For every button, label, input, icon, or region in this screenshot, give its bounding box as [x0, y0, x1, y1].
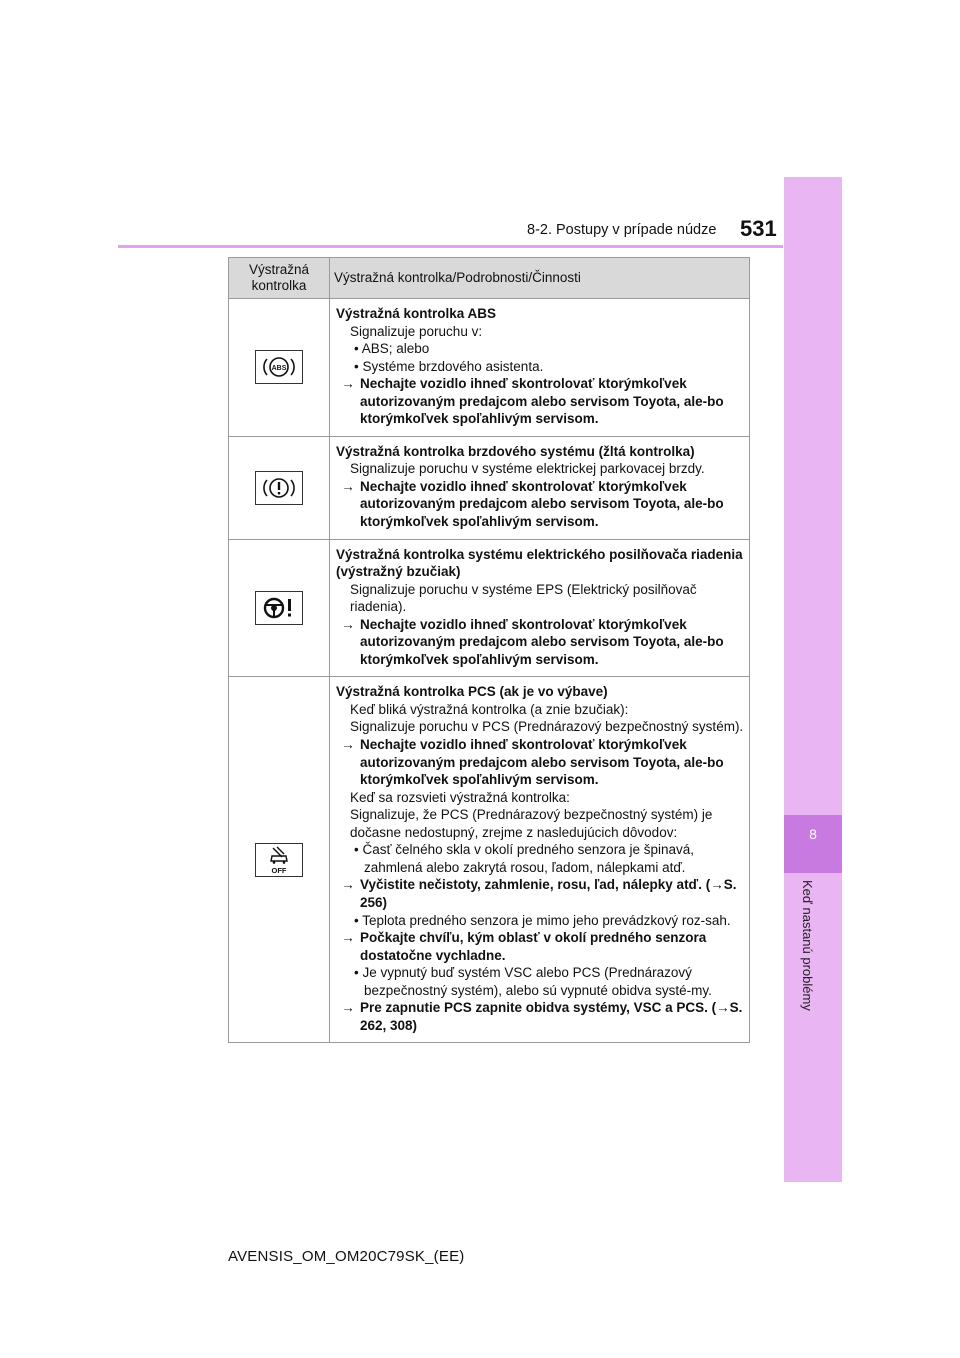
bullet-item: • ABS; alebo	[354, 341, 430, 357]
icon-cell	[229, 436, 330, 539]
column-header-details: Výstražná kontrolka/Podrobnosti/Činnosti	[330, 258, 750, 299]
action-text: Počkajte chvíľu, kým oblasť v okolí predného senzora dostatočne vychladne.	[360, 930, 707, 963]
icon-cell	[229, 677, 330, 1043]
icon-off-label: OFF	[271, 865, 287, 875]
arrow-icon: →	[341, 1000, 355, 1016]
description-line: Keď bliká výstražná kontrolka (a znie bzučiak):	[350, 701, 629, 717]
action-item	[336, 375, 747, 428]
warning-lights-table	[228, 257, 750, 1043]
arrow-icon: →	[341, 930, 355, 946]
arrow-icon: →	[341, 616, 355, 632]
table-row	[229, 539, 750, 677]
action-text: Pre zapnutie PCS zapnite obidva systémy, VSC a PCS. (→S. 262, 308)	[360, 1000, 743, 1033]
description-cell	[330, 539, 750, 677]
action-item	[336, 929, 747, 964]
bullet-item: • Teplota predného senzora je mimo jeho prevádzkový roz-sah.	[354, 912, 731, 928]
action-item	[336, 478, 747, 531]
table-header-row	[229, 258, 750, 299]
bullet-item: • Časť čelného skla v okolí predného senzora je špinavá, zahmlená alebo zakrytá rosou, ľadom, nálepkami atď.	[354, 842, 694, 875]
parking-brake-warning-icon	[255, 471, 303, 505]
svg-text:ABS: ABS	[271, 365, 287, 373]
description-line: Signalizuje poruchu v:	[350, 323, 483, 339]
action-text: Nechajte vozidlo ihneď skontrolovať ktorýmkoľvek autorizovaným predajcom alebo servisom Toyota, ale-bo ktorýmkoľvek spoľahlivým servisom.	[360, 478, 724, 530]
table-row	[229, 436, 750, 539]
action-item	[336, 999, 747, 1034]
warning-title: Výstražná kontrolka systému elektrického posilňovača riadenia (výstražný bzučiak)	[336, 546, 743, 580]
document-code: AVENSIS_OM_OM20C79SK_(EE)	[228, 1248, 465, 1265]
description-line: Signalizuje poruchu v systéme elektrickej parkovacej brzdy.	[350, 461, 705, 477]
action-text: Nechajte vozidlo ihneď skontrolovať ktorýmkoľvek autorizovaným predajcom alebo servisom Toyota, ale-bo ktorýmkoľvek spoľahlivým servisom.	[360, 616, 724, 667]
eps-warning-icon	[255, 591, 303, 625]
warning-title: Výstražná kontrolka brzdového systému (žltá kontrolka)	[336, 443, 695, 459]
action-item	[336, 736, 747, 789]
abs-warning-icon	[255, 350, 303, 384]
description-line: Signalizuje poruchu v PCS (Prednárazový bezpečnostný systém).	[350, 719, 744, 735]
pcs-off-warning-icon	[255, 843, 303, 877]
chapter-title: Keď nastanú problémy	[800, 880, 815, 1011]
warning-title: Výstražná kontrolka PCS (ak je vo výbave)	[336, 684, 608, 700]
arrow-icon: →	[341, 877, 355, 893]
action-text: Nechajte vozidlo ihneď skontrolovať ktorýmkoľvek autorizovaným predajcom alebo servisom Toyota, ale-bo ktorýmkoľvek spoľahlivým servisom.	[360, 737, 724, 788]
action-text: Vyčistite nečistoty, zahmlenie, rosu, ľad, nálepky atď. (→S. 256)	[360, 877, 737, 910]
page-number: 531	[740, 216, 777, 241]
arrow-icon: →	[341, 376, 355, 392]
chapter-number: 8	[809, 826, 817, 842]
description-line: Signalizuje poruchu v systéme EPS (Elektrický posilňovač riadenia).	[350, 581, 697, 615]
description-line: Keď sa rozsvieti výstražná kontrolka:	[350, 789, 570, 805]
icon-cell	[229, 299, 330, 437]
table-row	[229, 677, 750, 1043]
action-text: Nechajte vozidlo ihneď skontrolovať ktorýmkoľvek autorizovaným predajcom alebo servisom Toyota, ale-bo ktorýmkoľvek spoľahlivým servisom.	[360, 376, 724, 427]
arrow-icon: →	[341, 737, 355, 753]
action-item	[336, 876, 747, 911]
bullet-item: • Systéme brzdového asistenta.	[354, 358, 544, 374]
header-rule	[118, 245, 783, 248]
description-cell	[330, 436, 750, 539]
description-line: Signalizuje, že PCS (Prednárazový bezpečnostný systém) je dočasne nedostupný, zrejme z nasledujúcich dôvodov:	[350, 807, 713, 840]
table-row	[229, 299, 750, 437]
column-header-icon: Výstražná kontrolka	[229, 258, 330, 299]
description-cell	[330, 299, 750, 437]
warning-title: Výstražná kontrolka ABS	[336, 306, 497, 321]
section-title: 8-2. Postupy v prípade núdze	[527, 222, 717, 238]
chapter-side-tab	[784, 177, 842, 1182]
chapter-number-tab	[784, 815, 842, 873]
bullet-item: • Je vypnutý buď systém VSC alebo PCS (Prednárazový bezpečnostný systém), alebo sú vypnuté obidva systé-my.	[354, 965, 712, 998]
icon-cell	[229, 539, 330, 677]
description-cell	[330, 677, 750, 1043]
action-item	[336, 616, 747, 669]
arrow-icon: →	[341, 478, 355, 494]
